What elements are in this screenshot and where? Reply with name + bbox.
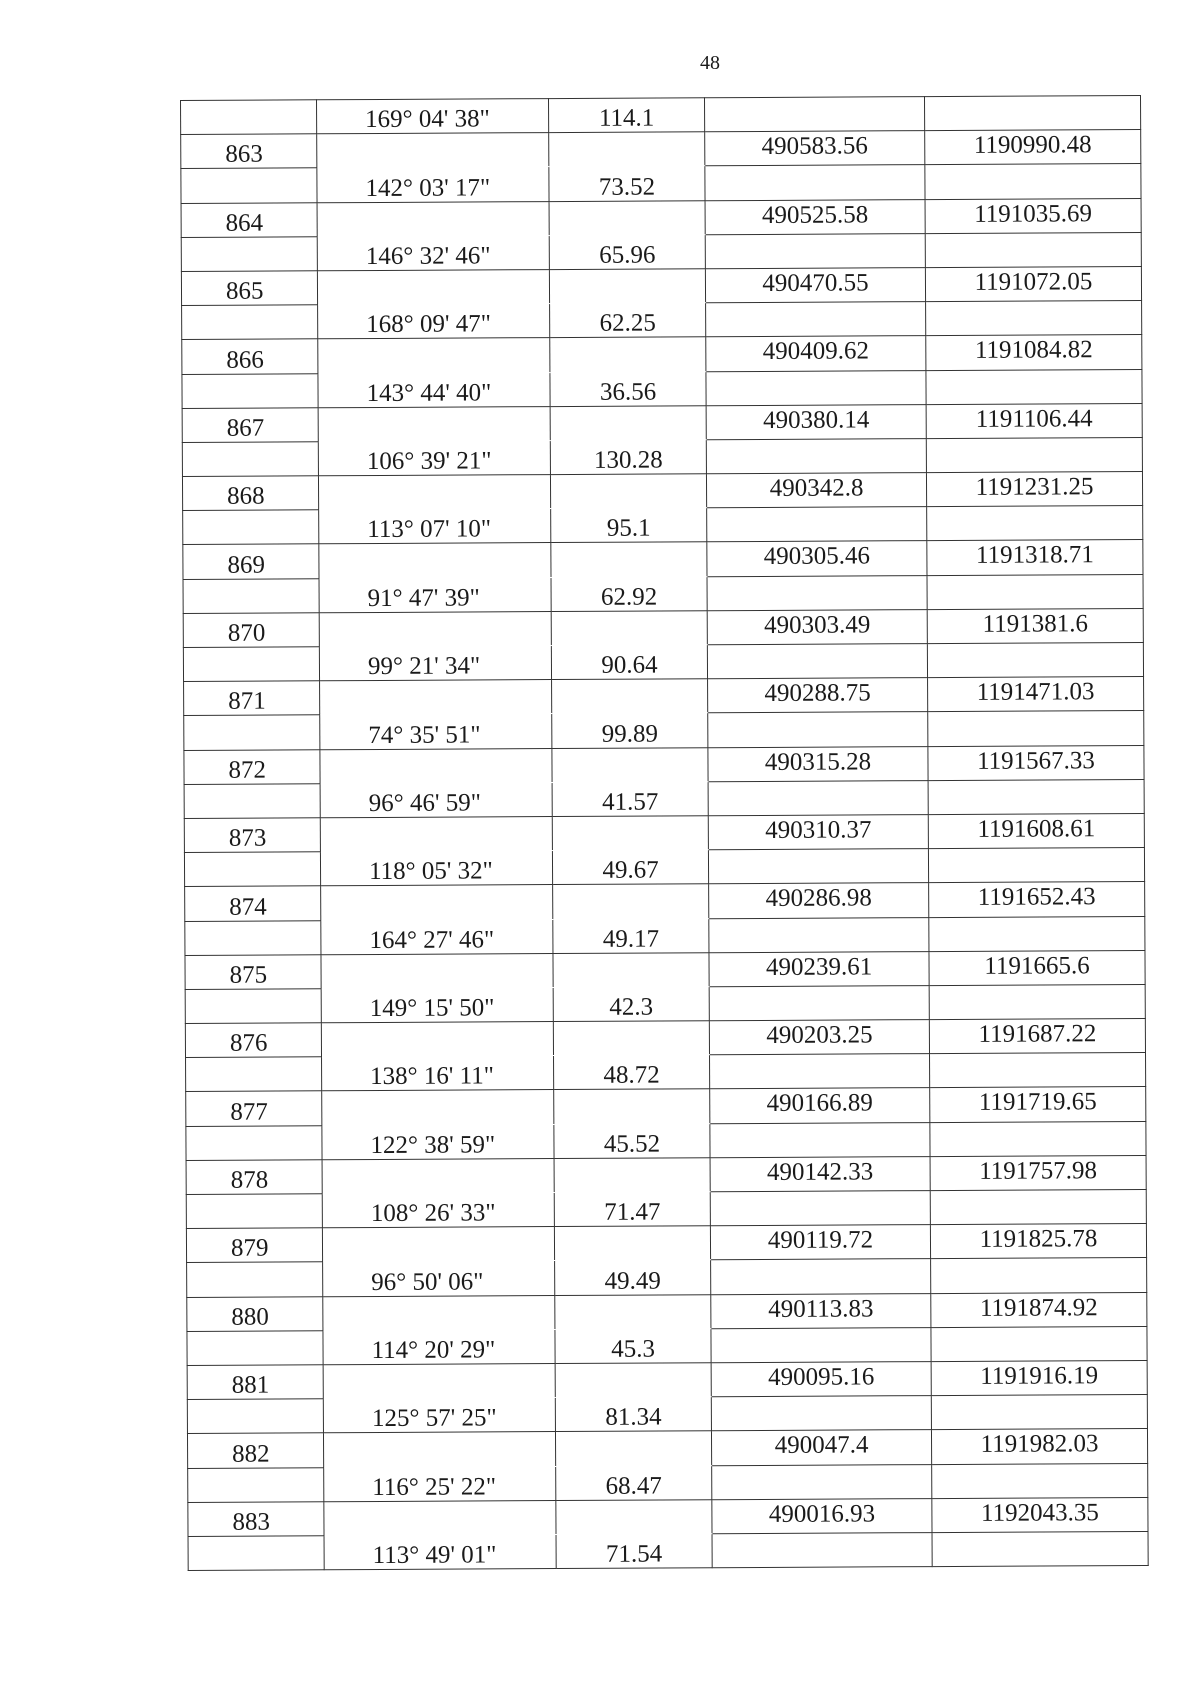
station-cell [183, 647, 319, 682]
station-row [185, 950, 1145, 989]
station-row [183, 540, 1143, 579]
bearing-cell: 143° 44' 40" [318, 372, 550, 407]
bearing-cell: 169° 04' 38" [317, 99, 549, 134]
station-cell: 869 [183, 544, 319, 579]
easting-cell [928, 848, 1144, 883]
northing-cell: 490380.14 [706, 404, 926, 439]
northing-cell: 490239.61 [709, 951, 929, 986]
northing-cell: 490315.28 [708, 746, 928, 781]
station-row [182, 472, 1142, 511]
distance-cell [549, 132, 705, 167]
northing-cell: 490303.49 [707, 609, 927, 644]
bearing-cell [323, 1295, 555, 1330]
distance-cell [549, 200, 705, 235]
easting-cell [927, 642, 1143, 677]
station-row [184, 677, 1144, 716]
northing-cell: 490166.89 [710, 1088, 930, 1123]
northing-cell [707, 644, 927, 679]
bearing-cell: 96° 50' 06" [323, 1261, 555, 1296]
bearing-row [181, 95, 1141, 134]
easting-cell: 1191471.03 [928, 677, 1144, 712]
bearing-cell [321, 885, 553, 920]
northing-cell [707, 575, 927, 610]
distance-cell [549, 269, 705, 304]
bearing-row [187, 1395, 1147, 1434]
distance-cell [554, 1158, 710, 1193]
distance-cell [550, 337, 706, 372]
distance-cell [554, 1226, 710, 1261]
distance-cell: 130.28 [550, 440, 706, 475]
station-cell [186, 1194, 322, 1229]
easting-cell [931, 1326, 1147, 1361]
distance-cell: 68.47 [556, 1465, 712, 1500]
station-row [182, 335, 1142, 374]
station-cell: 866 [182, 339, 318, 374]
bearing-cell [318, 338, 550, 373]
station-cell: 872 [184, 749, 320, 784]
bearing-cell [321, 1022, 553, 1057]
northing-cell [710, 1122, 930, 1157]
easting-cell [930, 1121, 1146, 1156]
distance-cell: 48.72 [554, 1055, 710, 1090]
bearing-cell [320, 680, 552, 715]
bearing-row [186, 1053, 1146, 1092]
bearing-cell: 106° 39' 21" [318, 440, 550, 475]
northing-cell [706, 302, 926, 337]
bearing-row [184, 848, 1144, 887]
bearing-cell: 108° 26' 33" [322, 1193, 554, 1228]
easting-cell: 1191106.44 [926, 403, 1142, 438]
bearing-cell [324, 1500, 556, 1535]
distance-cell: 95.1 [551, 508, 707, 543]
station-cell [184, 784, 320, 819]
bearing-cell: 118° 05' 32" [320, 851, 552, 886]
distance-cell: 49.67 [552, 850, 708, 885]
distance-cell [553, 884, 709, 919]
bearing-cell: 122° 38' 59" [322, 1124, 554, 1159]
station-row [186, 1155, 1146, 1194]
bearing-cell: 113° 07' 10" [319, 509, 551, 544]
northing-cell [708, 780, 928, 815]
station-row [186, 1087, 1146, 1126]
distance-cell [554, 1089, 710, 1124]
easting-cell: 1191318.71 [927, 540, 1143, 575]
distance-cell [550, 474, 706, 509]
distance-cell [555, 1363, 711, 1398]
northing-cell [707, 507, 927, 542]
distance-cell: 71.47 [554, 1192, 710, 1227]
station-cell [183, 510, 319, 545]
easting-cell [928, 779, 1144, 814]
bearing-cell [318, 406, 550, 441]
bearing-cell [322, 1227, 554, 1262]
station-cell [184, 852, 320, 887]
distance-cell: 71.54 [556, 1534, 712, 1569]
northing-cell [709, 917, 929, 952]
easting-cell: 1191608.61 [928, 813, 1144, 848]
distance-cell [550, 405, 706, 440]
station-cell: 877 [186, 1091, 322, 1126]
station-cell: 874 [185, 886, 321, 921]
distance-cell: 62.92 [551, 576, 707, 611]
northing-cell [712, 1464, 932, 1499]
northing-cell: 490525.58 [705, 199, 925, 234]
easting-cell: 1191825.78 [930, 1224, 1146, 1259]
easting-cell: 1191652.43 [929, 882, 1145, 917]
station-cell: 879 [186, 1228, 322, 1263]
bearing-row [184, 711, 1144, 750]
station-row [188, 1497, 1148, 1536]
station-cell [185, 920, 321, 955]
bearing-cell: 146° 32' 46" [317, 235, 549, 270]
bearing-row [185, 984, 1145, 1023]
bearing-row [186, 1189, 1146, 1228]
easting-cell [930, 1189, 1146, 1224]
distance-cell: 45.52 [554, 1123, 710, 1158]
station-row [181, 198, 1141, 237]
northing-cell: 490047.4 [711, 1430, 931, 1465]
station-cell: 863 [181, 134, 317, 169]
northing-cell: 490583.56 [705, 131, 925, 166]
station-cell [182, 442, 318, 477]
distance-cell: 81.34 [555, 1397, 711, 1432]
easting-cell [930, 1053, 1146, 1088]
bearing-row [182, 369, 1142, 408]
distance-cell [553, 952, 709, 987]
easting-cell: 1191687.22 [929, 1019, 1145, 1054]
northing-cell [706, 370, 926, 405]
distance-cell [555, 1294, 711, 1329]
bearing-cell: 138° 16' 11" [322, 1056, 554, 1091]
easting-cell [926, 369, 1142, 404]
northing-cell: 490470.55 [705, 268, 925, 303]
station-row [183, 608, 1143, 647]
station-row [184, 813, 1144, 852]
easting-cell [925, 232, 1141, 267]
station-cell [181, 168, 317, 203]
distance-cell [552, 679, 708, 714]
station-cell [182, 305, 318, 340]
station-row [187, 1429, 1147, 1468]
bearing-cell [319, 611, 551, 646]
easting-cell [931, 1395, 1147, 1430]
bearing-cell [321, 953, 553, 988]
bearing-cell: 125° 57' 25" [323, 1398, 555, 1433]
bearing-cell: 164° 27' 46" [321, 919, 553, 954]
station-cell: 867 [182, 407, 318, 442]
station-cell: 868 [182, 476, 318, 511]
distance-cell: 41.57 [552, 781, 708, 816]
northing-cell [704, 97, 924, 132]
bearing-row [183, 506, 1143, 545]
northing-cell [711, 1259, 931, 1294]
easting-cell [926, 301, 1142, 336]
station-cell: 865 [181, 271, 317, 306]
northing-cell: 490305.46 [707, 541, 927, 576]
northing-cell [705, 233, 925, 268]
easting-cell: 1191381.6 [927, 608, 1143, 643]
bearing-cell [323, 1432, 555, 1467]
northing-cell: 490095.16 [711, 1362, 931, 1397]
northing-cell: 490288.75 [708, 678, 928, 713]
bearing-row [188, 1531, 1148, 1570]
bearing-cell [317, 270, 549, 305]
distance-cell: 42.3 [553, 987, 709, 1022]
bearing-cell: 114° 20' 29" [323, 1329, 555, 1364]
station-row [184, 745, 1144, 784]
northing-cell: 490342.8 [706, 473, 926, 508]
station-cell: 871 [184, 681, 320, 716]
distance-cell [552, 816, 708, 851]
distance-cell [551, 611, 707, 646]
station-cell [183, 578, 319, 613]
easting-cell [932, 1463, 1148, 1498]
northing-cell: 490119.72 [710, 1225, 930, 1260]
distance-cell [555, 1431, 711, 1466]
bearing-row [182, 301, 1142, 340]
easting-cell: 1190990.48 [925, 130, 1141, 165]
northing-cell [710, 1191, 930, 1226]
bearing-row [186, 1121, 1146, 1160]
station-cell [181, 100, 317, 135]
easting-cell: 1191665.6 [929, 950, 1145, 985]
easting-cell [928, 711, 1144, 746]
distance-cell: 99.89 [552, 713, 708, 748]
bearing-cell: 168° 09' 47" [318, 304, 550, 339]
page-number: 48 [700, 52, 720, 74]
station-row [187, 1360, 1147, 1399]
station-cell [187, 1399, 323, 1434]
northing-cell: 490310.37 [708, 815, 928, 850]
station-cell [184, 715, 320, 750]
distance-cell [553, 1021, 709, 1056]
station-cell: 881 [187, 1365, 323, 1400]
bearing-row [185, 916, 1145, 955]
station-cell: 883 [188, 1501, 324, 1536]
easting-cell [932, 1531, 1148, 1566]
easting-cell [927, 574, 1143, 609]
northing-cell [710, 1054, 930, 1089]
station-row [186, 1224, 1146, 1263]
northing-cell: 490203.25 [709, 1020, 929, 1055]
northing-cell [709, 985, 929, 1020]
northing-cell [711, 1327, 931, 1362]
bearing-row [188, 1463, 1148, 1502]
bearing-cell [322, 1158, 554, 1193]
easting-cell: 1191874.92 [931, 1292, 1147, 1327]
distance-cell: 45.3 [555, 1328, 711, 1363]
distance-cell [552, 747, 708, 782]
station-cell [188, 1467, 324, 1502]
northing-cell [712, 1532, 932, 1567]
station-cell [181, 237, 317, 272]
bearing-row [182, 437, 1142, 476]
easting-cell [929, 984, 1145, 1019]
station-cell: 873 [184, 818, 320, 853]
station-cell: 870 [183, 613, 319, 648]
bearing-cell: 142° 03' 17" [317, 167, 549, 202]
station-row [187, 1292, 1147, 1331]
distance-cell: 62.25 [550, 303, 706, 338]
easting-cell: 1191567.33 [928, 745, 1144, 780]
station-row [182, 403, 1142, 442]
station-row [181, 266, 1141, 305]
northing-cell: 490142.33 [710, 1156, 930, 1191]
easting-cell [927, 506, 1143, 541]
easting-cell [926, 437, 1142, 472]
traverse-table [180, 95, 1149, 1571]
easting-cell: 1191035.69 [925, 198, 1141, 233]
bearing-cell [322, 1090, 554, 1125]
easting-cell [931, 1258, 1147, 1293]
station-cell: 875 [185, 954, 321, 989]
northing-cell [706, 438, 926, 473]
station-cell [186, 1125, 322, 1160]
distance-cell: 90.64 [551, 645, 707, 680]
distance-cell: 114.1 [548, 98, 704, 133]
bearing-row [187, 1326, 1147, 1365]
distance-cell: 36.56 [550, 371, 706, 406]
bearing-row [181, 164, 1141, 203]
bearing-cell [317, 201, 549, 236]
station-row [185, 1019, 1145, 1058]
bearing-cell [323, 1363, 555, 1398]
station-cell [187, 1331, 323, 1366]
northing-cell: 490409.62 [706, 336, 926, 371]
station-cell [188, 1536, 324, 1571]
bearing-cell: 116° 25' 22" [324, 1466, 556, 1501]
easting-cell [924, 95, 1140, 130]
bearing-cell [317, 133, 549, 168]
bearing-cell [318, 475, 550, 510]
easting-cell: 1191719.65 [930, 1087, 1146, 1122]
traverse-table-container [180, 95, 1148, 1570]
station-cell: 876 [185, 1023, 321, 1058]
distance-cell: 49.17 [553, 918, 709, 953]
bearing-cell [320, 748, 552, 783]
station-cell [186, 1057, 322, 1092]
easting-cell [925, 164, 1141, 199]
station-row [185, 882, 1145, 921]
easting-cell: 1191757.98 [930, 1155, 1146, 1190]
distance-cell [551, 542, 707, 577]
bearing-cell: 99° 21' 34" [319, 646, 551, 681]
easting-cell: 1191982.03 [931, 1429, 1147, 1464]
northing-cell: 490113.83 [711, 1293, 931, 1328]
traverse-table-body [181, 95, 1149, 1570]
station-cell: 882 [187, 1433, 323, 1468]
distance-cell: 65.96 [549, 235, 705, 270]
northing-cell [708, 712, 928, 747]
bearing-cell [319, 543, 551, 578]
station-cell [182, 373, 318, 408]
station-row [181, 130, 1141, 169]
distance-cell: 73.52 [549, 166, 705, 201]
bearing-cell: 113° 49' 01" [324, 1534, 556, 1569]
station-cell: 878 [186, 1160, 322, 1195]
bearing-row [183, 574, 1143, 613]
bearing-cell [320, 816, 552, 851]
easting-cell: 1191916.19 [931, 1360, 1147, 1395]
bearing-row [183, 642, 1143, 681]
bearing-cell: 96° 46' 59" [320, 782, 552, 817]
northing-cell [711, 1396, 931, 1431]
bearing-row [181, 232, 1141, 271]
easting-cell: 1191072.05 [925, 266, 1141, 301]
northing-cell [708, 849, 928, 884]
easting-cell: 1191231.25 [926, 472, 1142, 507]
station-cell: 864 [181, 202, 317, 237]
bearing-row [187, 1258, 1147, 1297]
distance-cell [556, 1499, 712, 1534]
northing-cell: 490286.98 [709, 883, 929, 918]
bearing-cell: 74° 35' 51" [320, 714, 552, 749]
easting-cell: 1192043.35 [932, 1497, 1148, 1532]
station-cell [187, 1262, 323, 1297]
easting-cell [929, 916, 1145, 951]
northing-cell [705, 165, 925, 200]
station-cell: 880 [187, 1296, 323, 1331]
bearing-cell: 149° 15' 50" [321, 987, 553, 1022]
northing-cell: 490016.93 [712, 1498, 932, 1533]
bearing-row [184, 779, 1144, 818]
bearing-cell: 91° 47' 39" [319, 577, 551, 612]
distance-cell: 49.49 [555, 1260, 711, 1295]
easting-cell: 1191084.82 [926, 335, 1142, 370]
station-cell [185, 989, 321, 1024]
